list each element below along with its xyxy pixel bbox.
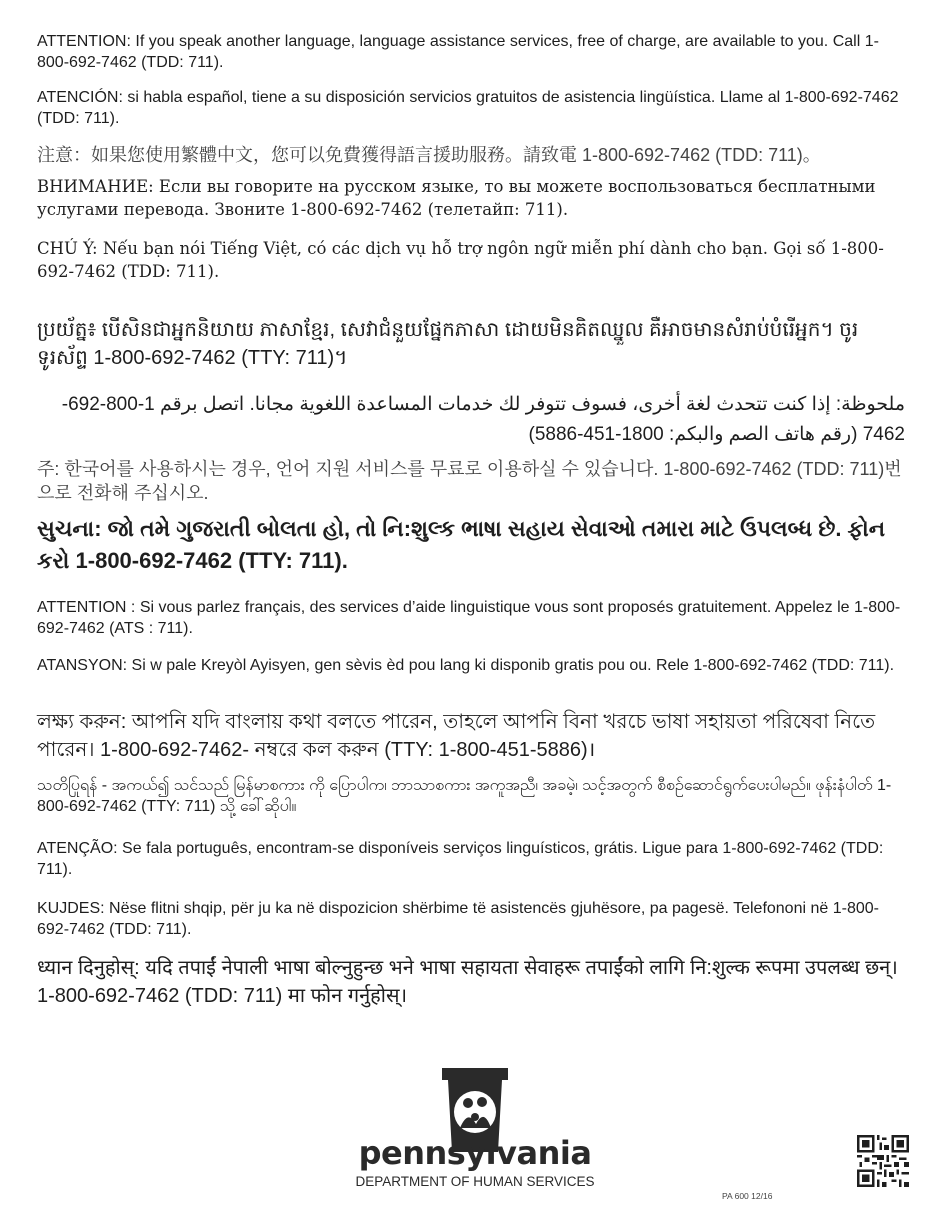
- form-code: PA 600 12/16: [722, 1191, 773, 1201]
- notice-korean: 주: 한국어를 사용하시는 경우, 언어 지원 서비스를 무료로 이용하실 수 있습니다. 1-800-692-7462 (TDD: 711)번으로 전화해 주십시오.: [37, 459, 902, 503]
- notice-spanish: ATENCIÓN: si habla español, tiene a su disposición servicios gratuitos de asistencia lingüística. Llame al 1-800-692-7462 (TDD: 711).: [37, 89, 899, 127]
- qr-code-icon: [856, 1135, 910, 1187]
- notice-burmese: သတိပြုရန် - အကယ်၍ သင်သည် မြန်မာစကား ကို ပြောပါက၊ ဘာသာစကား အကူအညီ၊ အခမဲ့၊ သင့်အတွက် စီစဉ်ဆောင်ရွက်ပေးပါမည်။ ဖုန်းနံပါတ် 1-800-692-7462 (TTY: 711) သို့ ခေါ်ဆိုပါ။: [37, 777, 892, 815]
- notice-english: ATTENTION: If you speak another language, language assistance services, free of charge, are available to you. Call 1-800-692-7462 (TDD: 711).: [37, 33, 879, 71]
- notice-arabic: ملحوظة: إذا كنت تتحدث لغة أخرى، فسوف تتوفر لك خدمات المساعدة اللغوية مجانا. اتصل برقم 1-800-692-7462 (رقم هاتف الصم والبكم: 1800-451-5886): [61, 394, 905, 445]
- notice-nepali: ध्यान दिनुहोस्: यदि तपाईं नेपाली भाषा बोल्नुहुन्छ भने भाषा सहायता सेवाहरू तपाईंको लागि नि:शुल्क रूपमा उपलब्ध छन्। 1-800-692-7462 (TDD: 711) मा फोन गर्नुहोस्।: [37, 957, 898, 1007]
- notice-khmer: ប្រយ័ត្ន៖ បើសិនជាអ្នកនិយាយ ភាសាខ្មែរ, សេវាជំនួយផ្នែកភាសា ដោយមិនគិតឈ្នួល គឺអាចមានសំរាប់បំរើអ្នក។ ចូរ ទូរស័ព្ទ 1-800-692-7462 (TTY: 711)។: [37, 319, 859, 369]
- agency-wordmark: pennsylvania: [358, 1134, 592, 1172]
- notice-haitian-creole: ATANSYON: Si w pale Kreyòl Ayisyen, gen sèvis èd pou lang ki disponib gratis pou ou. Rele 1-800-692-7462 (TDD: 711).: [37, 657, 895, 674]
- notice-gujarati: સુચના: જો તમે ગુજરાતી બોલતા હો, તો નિ:શુલ્ક ભાષા સહાય સેવાઓ તમારા માટે ઉપલબ્ધ છે. ફોન કરો 1-800-692-7462 (TTY: 711).: [37, 516, 886, 573]
- dhs-logo: [350, 1060, 600, 1200]
- department-name: DEPARTMENT OF HUMAN SERVICES: [355, 1174, 595, 1189]
- notice-vietnamese: CHÚ Ý: Nếu bạn nói Tiếng Việt, có các dịch vụ hỗ trợ ngôn ngữ miễn phí dành cho bạn. Gọi số 1-800-692-7462 (TDD: 711).: [37, 239, 884, 281]
- notice-chinese: 注意：如果您使用繁體中文，您可以免費獲得語言援助服務。請致電 1-800-692-7462 (TDD: 711)。: [37, 145, 821, 165]
- notice-portuguese: ATENÇÃO: Se fala português, encontram-se disponíveis serviços linguísticos, grátis. Ligue para 1-800-692-7462 (TDD: 711).: [37, 840, 884, 878]
- notice-russian: ВНИМАНИЕ: Если вы говорите на русском языке, то вы можете воспользоваться бесплатными услугами перевода. Звоните 1-800-692-7462 (телетайп: 711).: [37, 177, 876, 219]
- notice-albanian: KUJDES: Nëse flitni shqip, për ju ka në dispozicion shërbime të asistencës gjuhësore, pa pagesë. Telefononi në 1-800-692-7462 (TDD: 711).: [37, 900, 879, 938]
- notice-french: ATTENTION : Si vous parlez français, des services d’aide linguistique vous sont proposés gratuitement. Appelez le 1-800-692-7462 (ATS : 711).: [37, 599, 901, 637]
- notice-bengali: লক্ষ্য করুন: আপনি যদি বাংলায় কথা বলতে পারেন, তাহলে আপনি বিনা খরচে ভাষা সহায়তা পরিষেবা নিতে পারেন। 1-800-692-7462- নম্বরে কল করুন (TTY: 1-800-451-5886)।: [37, 711, 876, 761]
